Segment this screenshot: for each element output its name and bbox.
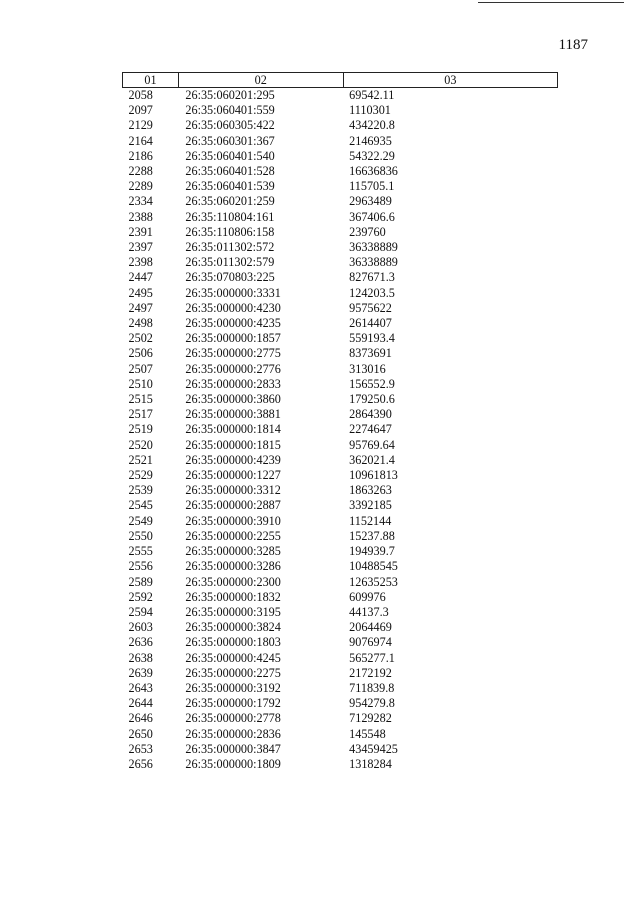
table-row xyxy=(123,590,558,605)
value-cell: 2614407 xyxy=(349,316,392,331)
row-id-cell: 2288 xyxy=(128,164,153,179)
cadastral-number-cell: 26:35:000000:1832 xyxy=(185,589,281,604)
value-cell: 12635253 xyxy=(349,574,398,589)
value-cell: 2146935 xyxy=(349,133,392,148)
row-id-cell: 2097 xyxy=(128,103,153,118)
table-row xyxy=(123,453,558,468)
table-row xyxy=(123,301,558,316)
table-row xyxy=(123,194,558,209)
row-id-cell: 2388 xyxy=(128,209,153,224)
cadastral-number-cell: 26:35:000000:1227 xyxy=(185,468,281,483)
cadastral-number-cell: 26:35:060305:422 xyxy=(185,118,275,133)
value-cell: 145548 xyxy=(349,726,386,741)
cadastral-number-cell: 26:35:000000:1803 xyxy=(185,635,281,650)
table-row xyxy=(123,651,558,666)
table-row xyxy=(123,346,558,361)
value-cell: 69542.11 xyxy=(349,88,395,102)
cadastral-number-cell: 26:35:000000:1792 xyxy=(185,696,281,711)
table-row xyxy=(123,286,558,301)
row-id-cell: 2550 xyxy=(128,528,153,543)
table-row xyxy=(123,529,558,544)
table-row xyxy=(123,316,558,331)
table-row xyxy=(123,270,558,285)
value-cell: 559193.4 xyxy=(349,331,395,346)
cadastral-number-cell: 26:35:000000:3860 xyxy=(185,392,281,407)
row-id-cell: 2656 xyxy=(128,756,153,771)
row-id-cell: 2497 xyxy=(128,300,153,315)
cadastral-number-cell: 26:35:110804:161 xyxy=(185,209,275,224)
table-row xyxy=(123,620,558,635)
value-cell: 2274647 xyxy=(349,422,392,437)
value-cell: 43459425 xyxy=(349,741,398,756)
value-cell: 54322.29 xyxy=(349,148,395,163)
page-number: 1187 xyxy=(558,37,588,53)
table-row xyxy=(123,468,558,483)
table-row xyxy=(123,422,558,437)
cadastral-number-cell: 26:35:060401:528 xyxy=(185,164,275,179)
table-row xyxy=(123,742,558,757)
cadastral-number-cell: 26:35:110806:158 xyxy=(185,224,275,239)
table-row xyxy=(123,225,558,240)
data-table xyxy=(122,72,558,772)
cadastral-number-cell: 26:35:000000:3312 xyxy=(185,483,281,498)
value-cell: 9076974 xyxy=(349,635,392,650)
table-row xyxy=(123,483,558,498)
row-id-cell: 2517 xyxy=(128,407,153,422)
value-cell: 115705.1 xyxy=(349,179,395,194)
cadastral-number-cell: 26:35:000000:1814 xyxy=(185,422,281,437)
row-id-cell: 2589 xyxy=(128,574,153,589)
cadastral-number-cell: 26:35:060201:259 xyxy=(185,194,275,209)
column-header-01: 01 xyxy=(123,73,179,88)
cadastral-number-cell: 26:35:070803:225 xyxy=(185,270,275,285)
row-id-cell: 2529 xyxy=(128,468,153,483)
row-id-cell: 2545 xyxy=(128,498,153,513)
row-id-cell: 2495 xyxy=(128,285,153,300)
row-id-cell: 2592 xyxy=(128,589,153,604)
cadastral-number-cell: 26:35:011302:572 xyxy=(185,240,275,255)
value-cell: 9575622 xyxy=(349,300,392,315)
table-row xyxy=(123,179,558,194)
row-id-cell: 2506 xyxy=(128,346,153,361)
table-row xyxy=(123,103,558,118)
value-cell: 16636836 xyxy=(349,164,398,179)
value-cell: 15237.88 xyxy=(349,528,395,543)
table-row xyxy=(123,88,558,104)
value-cell: 313016 xyxy=(349,361,386,376)
value-cell: 10961813 xyxy=(349,468,398,483)
value-cell: 1152144 xyxy=(349,513,392,528)
value-cell: 8373691 xyxy=(349,346,392,361)
cadastral-number-cell: 26:35:060301:367 xyxy=(185,133,275,148)
table-row xyxy=(123,438,558,453)
value-cell: 36338889 xyxy=(349,240,398,255)
table-row xyxy=(123,164,558,179)
value-cell: 3392185 xyxy=(349,498,392,513)
cadastral-number-cell: 26:35:000000:4235 xyxy=(185,316,281,331)
cadastral-number-cell: 26:35:000000:3824 xyxy=(185,620,281,635)
cadastral-number-cell: 26:35:000000:4245 xyxy=(185,650,281,665)
value-cell: 362021.4 xyxy=(349,452,395,467)
table-row xyxy=(123,377,558,392)
cadastral-number-cell: 26:35:000000:2275 xyxy=(185,665,281,680)
table-row xyxy=(123,635,558,650)
column-header-03: 03 xyxy=(343,73,557,88)
value-cell: 179250.6 xyxy=(349,392,395,407)
cadastral-number-cell: 26:35:000000:3331 xyxy=(185,285,281,300)
cadastral-number-cell: 26:35:000000:3192 xyxy=(185,680,281,695)
table-row xyxy=(123,118,558,133)
row-id-cell: 2129 xyxy=(128,118,153,133)
cadastral-number-cell: 26:35:000000:3285 xyxy=(185,544,281,559)
table-row xyxy=(123,544,558,559)
cadastral-number-cell: 26:35:000000:3847 xyxy=(185,741,281,756)
value-cell: 194939.7 xyxy=(349,544,395,559)
cadastral-number-cell: 26:35:060201:295 xyxy=(185,88,275,102)
cadastral-number-cell: 26:35:060401:559 xyxy=(185,103,275,118)
row-id-cell: 2447 xyxy=(128,270,153,285)
cadastral-number-cell: 26:35:000000:2775 xyxy=(185,346,281,361)
value-cell: 1863263 xyxy=(349,483,392,498)
table-row xyxy=(123,696,558,711)
cadastral-number-cell: 26:35:000000:4230 xyxy=(185,300,281,315)
row-id-cell: 2397 xyxy=(128,240,153,255)
row-id-cell: 2498 xyxy=(128,316,153,331)
row-id-cell: 2643 xyxy=(128,680,153,695)
row-id-cell: 2058 xyxy=(128,88,153,102)
table-row xyxy=(123,362,558,377)
table-row xyxy=(123,331,558,346)
row-id-cell: 2334 xyxy=(128,194,153,209)
cadastral-number-cell: 26:35:000000:3881 xyxy=(185,407,281,422)
table-body xyxy=(123,88,558,773)
row-id-cell: 2521 xyxy=(128,452,153,467)
cadastral-number-cell: 26:35:000000:2255 xyxy=(185,528,281,543)
table-header xyxy=(123,73,558,88)
row-id-cell: 2164 xyxy=(128,133,153,148)
row-id-cell: 2644 xyxy=(128,696,153,711)
value-cell: 2172192 xyxy=(349,665,392,680)
value-cell: 1110301 xyxy=(349,103,391,118)
value-cell: 609976 xyxy=(349,589,386,604)
cadastral-number-cell: 26:35:000000:1857 xyxy=(185,331,281,346)
cadastral-number-cell: 26:35:000000:2836 xyxy=(185,726,281,741)
value-cell: 827671.3 xyxy=(349,270,395,285)
value-cell: 7129282 xyxy=(349,711,392,726)
table-row xyxy=(123,711,558,726)
table-row xyxy=(123,149,558,164)
cadastral-number-cell: 26:35:060401:540 xyxy=(185,148,275,163)
value-cell: 711839.8 xyxy=(349,680,395,695)
table-row xyxy=(123,575,558,590)
table-row xyxy=(123,240,558,255)
row-id-cell: 2646 xyxy=(128,711,153,726)
table-row xyxy=(123,727,558,742)
cadastral-number-cell: 26:35:000000:2887 xyxy=(185,498,281,513)
cadastral-number-cell: 26:35:000000:2778 xyxy=(185,711,281,726)
value-cell: 124203.5 xyxy=(349,285,395,300)
table-row xyxy=(123,210,558,225)
row-id-cell: 2556 xyxy=(128,559,153,574)
value-cell: 44137.3 xyxy=(349,604,389,619)
table-row xyxy=(123,681,558,696)
row-id-cell: 2289 xyxy=(128,179,153,194)
table-row xyxy=(123,392,558,407)
table-row xyxy=(123,605,558,620)
cadastral-number-cell: 26:35:000000:2776 xyxy=(185,361,281,376)
cadastral-number-cell: 26:35:000000:1809 xyxy=(185,756,281,771)
value-cell: 239760 xyxy=(349,224,386,239)
cadastral-number-cell: 26:35:060401:539 xyxy=(185,179,275,194)
row-id-cell: 2639 xyxy=(128,665,153,680)
top-rule xyxy=(478,2,624,3)
table-row xyxy=(123,666,558,681)
row-id-cell: 2510 xyxy=(128,376,153,391)
value-cell: 367406.6 xyxy=(349,209,395,224)
column-header-02: 02 xyxy=(178,73,343,88)
row-id-cell: 2603 xyxy=(128,620,153,635)
row-id-cell: 2650 xyxy=(128,726,153,741)
value-cell: 1318284 xyxy=(349,756,392,771)
row-id-cell: 2638 xyxy=(128,650,153,665)
row-id-cell: 2594 xyxy=(128,604,153,619)
row-id-cell: 2636 xyxy=(128,635,153,650)
row-id-cell: 2391 xyxy=(128,224,153,239)
row-id-cell: 2653 xyxy=(128,741,153,756)
table-row xyxy=(123,559,558,574)
header-row xyxy=(123,73,558,88)
value-cell: 2064469 xyxy=(349,620,392,635)
row-id-cell: 2519 xyxy=(128,422,153,437)
value-cell: 565277.1 xyxy=(349,650,395,665)
table-row xyxy=(123,255,558,270)
table-row xyxy=(123,498,558,513)
table-row xyxy=(123,134,558,149)
row-id-cell: 2515 xyxy=(128,392,153,407)
row-id-cell: 2398 xyxy=(128,255,153,270)
table-row xyxy=(123,514,558,529)
cadastral-number-cell: 26:35:000000:4239 xyxy=(185,452,281,467)
cadastral-number-cell: 26:35:000000:2833 xyxy=(185,376,281,391)
cadastral-number-cell: 26:35:000000:3910 xyxy=(185,513,281,528)
cadastral-number-cell: 26:35:000000:2300 xyxy=(185,574,281,589)
value-cell: 36338889 xyxy=(349,255,398,270)
value-cell: 95769.64 xyxy=(349,437,395,452)
cadastral-number-cell: 26:35:011302:579 xyxy=(185,255,275,270)
value-cell: 2963489 xyxy=(349,194,392,209)
value-cell: 10488545 xyxy=(349,559,398,574)
cadastral-number-cell: 26:35:000000:1815 xyxy=(185,437,281,452)
row-id-cell: 2520 xyxy=(128,437,153,452)
value-cell: 954279.8 xyxy=(349,696,395,711)
table-row xyxy=(123,407,558,422)
value-cell: 156552.9 xyxy=(349,376,395,391)
row-id-cell: 2555 xyxy=(128,544,153,559)
value-cell: 2864390 xyxy=(349,407,392,422)
table-row xyxy=(123,757,558,772)
row-id-cell: 2186 xyxy=(128,148,153,163)
row-id-cell: 2549 xyxy=(128,513,153,528)
cadastral-number-cell: 26:35:000000:3195 xyxy=(185,604,281,619)
value-cell: 434220.8 xyxy=(349,118,395,133)
row-id-cell: 2507 xyxy=(128,361,153,376)
row-id-cell: 2539 xyxy=(128,483,153,498)
cadastral-number-cell: 26:35:000000:3286 xyxy=(185,559,281,574)
row-id-cell: 2502 xyxy=(128,331,153,346)
